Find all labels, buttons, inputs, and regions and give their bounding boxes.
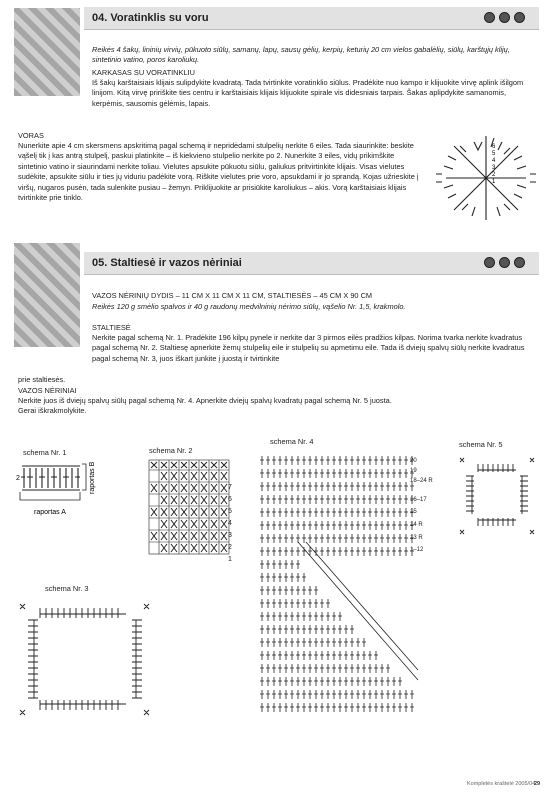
section-2-materials: Reikės 120 g smėlio spalvos ir 40 g raudonų medvilninių nėrimo siūlų, vąšelio Nr. 1,5, krakmolo. (92, 302, 406, 311)
schema-5-title: schema Nr. 5 (459, 440, 503, 449)
schema-1-repeat-b: raportas B (89, 461, 96, 494)
schema-4-row-number: 16–17 (410, 497, 427, 503)
schema-1-diagram (16, 460, 96, 520)
schema-3-title: schema Nr. 3 (45, 584, 89, 593)
section-1-frame-body: Iš šakų karštaisiais klijais sulipdykite kvadratą. Tada tvirtinkite voratinklio siūlus. Pradėkite nuo kampo ir klijuokite virvę aplink išilgom linijom. Kitą virvę pririškite ties centru ir karštaisiais klijais klijuokite spirale vis didesniais tarpais. Šakas aplipdykite samanomis, kerpėmis, sausomis gėlėmis, lapais. (92, 78, 524, 108)
spider-round-number: 6 (492, 144, 496, 150)
footer-publication: Kompletės kraštelė 2005/04 (467, 781, 536, 787)
schema-2-row-number: 4 (228, 520, 232, 527)
spider-round-number: 2 (492, 172, 496, 178)
schema-2-row-number: 7 (228, 484, 232, 491)
difficulty-icon (484, 12, 495, 23)
section-2-title-bar (84, 252, 539, 275)
schema-2-grid (148, 459, 238, 559)
schema-1-row-label: 2 (16, 475, 20, 482)
schema-1-title: schema Nr. 1 (23, 448, 67, 457)
section-2-starch-note: Gerai iškrakmolykite. (18, 406, 87, 415)
spider-web-photo (14, 8, 80, 96)
difficulty-icon (499, 12, 510, 23)
schema-2-row-number: 3 (228, 532, 232, 539)
section-1-title: 04. Voratinklis su voru (92, 12, 209, 24)
schema-2-row-number: 1 (228, 556, 232, 563)
schema-2-title: schema Nr. 2 (149, 446, 193, 455)
spider-stitch-diagram (426, 128, 546, 228)
schema-2-row-number: 6 (228, 496, 232, 503)
schema-4-row-number: 15 (410, 509, 417, 515)
schema-4-row-number: 18–24 R (410, 478, 433, 484)
difficulty-icon (514, 257, 525, 268)
schema-4-diagram (258, 450, 438, 720)
section-2-title: 05. Staltiesė ir vazos nėriniai (92, 257, 242, 269)
difficulty-icon (484, 257, 495, 268)
section-2-heading-tablecloth: STALTIESĖ (92, 323, 131, 332)
difficulty-icons (484, 12, 525, 23)
page-number: 29 (534, 781, 541, 787)
section-2-tablecloth-body-end: prie staltiesės. (18, 375, 66, 384)
schema-5-diagram (458, 456, 538, 538)
spider-round-number: 1 (492, 179, 496, 185)
schema-2-row-number: 5 (228, 508, 232, 515)
difficulty-icon (499, 257, 510, 268)
difficulty-icon (514, 12, 525, 23)
schema-4-row-number: 1–12 (410, 547, 424, 553)
schema-2-row-number: 2 (228, 544, 232, 551)
tablecloth-photo (14, 243, 80, 347)
section-1-spider-body: Nunerkite apie 4 cm skersmens apskritimą pagal schemą ir nepridėdami stulpelių nerkite 6 eiles. Tada siaurinkite: beskite vąšelį tik į kas antrą stulpelį, paskui platinkite – iš kiekvieno stulpelio nerkite po 2. Nunerkite 3 eiles, vidų prikimškite sintetinio vatino ir siaurindami nerkite toliau. Vielutes apsukite pūkuotu siūlu, galiukus pritvirtinkite klijais. Visas vielutes sudėkite, apsukite siūlu ir ties jų viduriu padėkite vorą. Riškite vielutes prie voro, apsukdami ir jo sprandą. Kojas užrieskite į viršų, nugaros pusėn, tada sulenkite pusiau – žemyn. Priklijuokite ar prisiūkite karoliukus – akis. Vorą karštaisiais klijais tvirtinkite prie tinklo. (18, 141, 419, 203)
schema-4-row-number: 19 (410, 468, 417, 474)
section-2-heading-vase: VAZOS NĖRINIAI (18, 386, 77, 395)
spider-round-number: 5 (492, 151, 496, 157)
section-1-heading-frame: KARKASAS SU VORATINKLIU (92, 68, 195, 77)
spider-round-number: 3 (492, 165, 496, 171)
section-2-sizes: VAZOS NĖRINIŲ DYDIS – 11 CM X 11 CM X 11 CM, STALTIESĖS – 45 CM X 90 CM (92, 291, 373, 300)
section-2-tablecloth-body: Nerkite pagal schemą Nr. 1. Pradėkite 196 kilpų pynele ir nerkite dar 3 pirmos eilės pradžios kilpas. Norima tvarka nerkite kvadratus pagal schemą Nr. 2. Staltiesę apnerkite žemų stulpelių eile ir stulpelių su apmetimu eile. Tada iš dviejų spalvų siūlų nerkite kvadratus pagal schemą Nr. 3, juos iškart junkite į juostą ir tvirtinkite (92, 333, 525, 363)
section-1-title-bar (84, 7, 539, 30)
schema-4-row-number: 20 (410, 458, 417, 464)
schema-3-diagram (18, 598, 153, 720)
section-1-materials: Reikės 4 šakų, lininių virvių, pūkuoto siūlų, samanų, lapų, sausų gėlių, kerpių, keturių 20 cm vielos gabalėlių, siūlų, karštųjų klijų, sintetinio vatino, poros karoliukų. (92, 45, 510, 65)
schema-1-repeat-a: raportas A (34, 509, 66, 516)
schema-2-row-labels (228, 482, 232, 566)
spider-round-number: 4 (492, 158, 496, 164)
section-2-vase-body: Nerkite juos iš dviejų spalvų siūlų pagal schemą Nr. 4. Apnerkite dviejų spalvų kvadratų pagal schemą Nr. 5 juosta. (18, 396, 392, 405)
schema-4-title: schema Nr. 4 (270, 437, 314, 446)
schema-4-row-number: 13 R (410, 535, 423, 541)
section-1-heading-spider: VORAS (18, 131, 44, 140)
difficulty-icons (484, 257, 525, 268)
schema-4-row-number: 14 R (410, 522, 423, 528)
